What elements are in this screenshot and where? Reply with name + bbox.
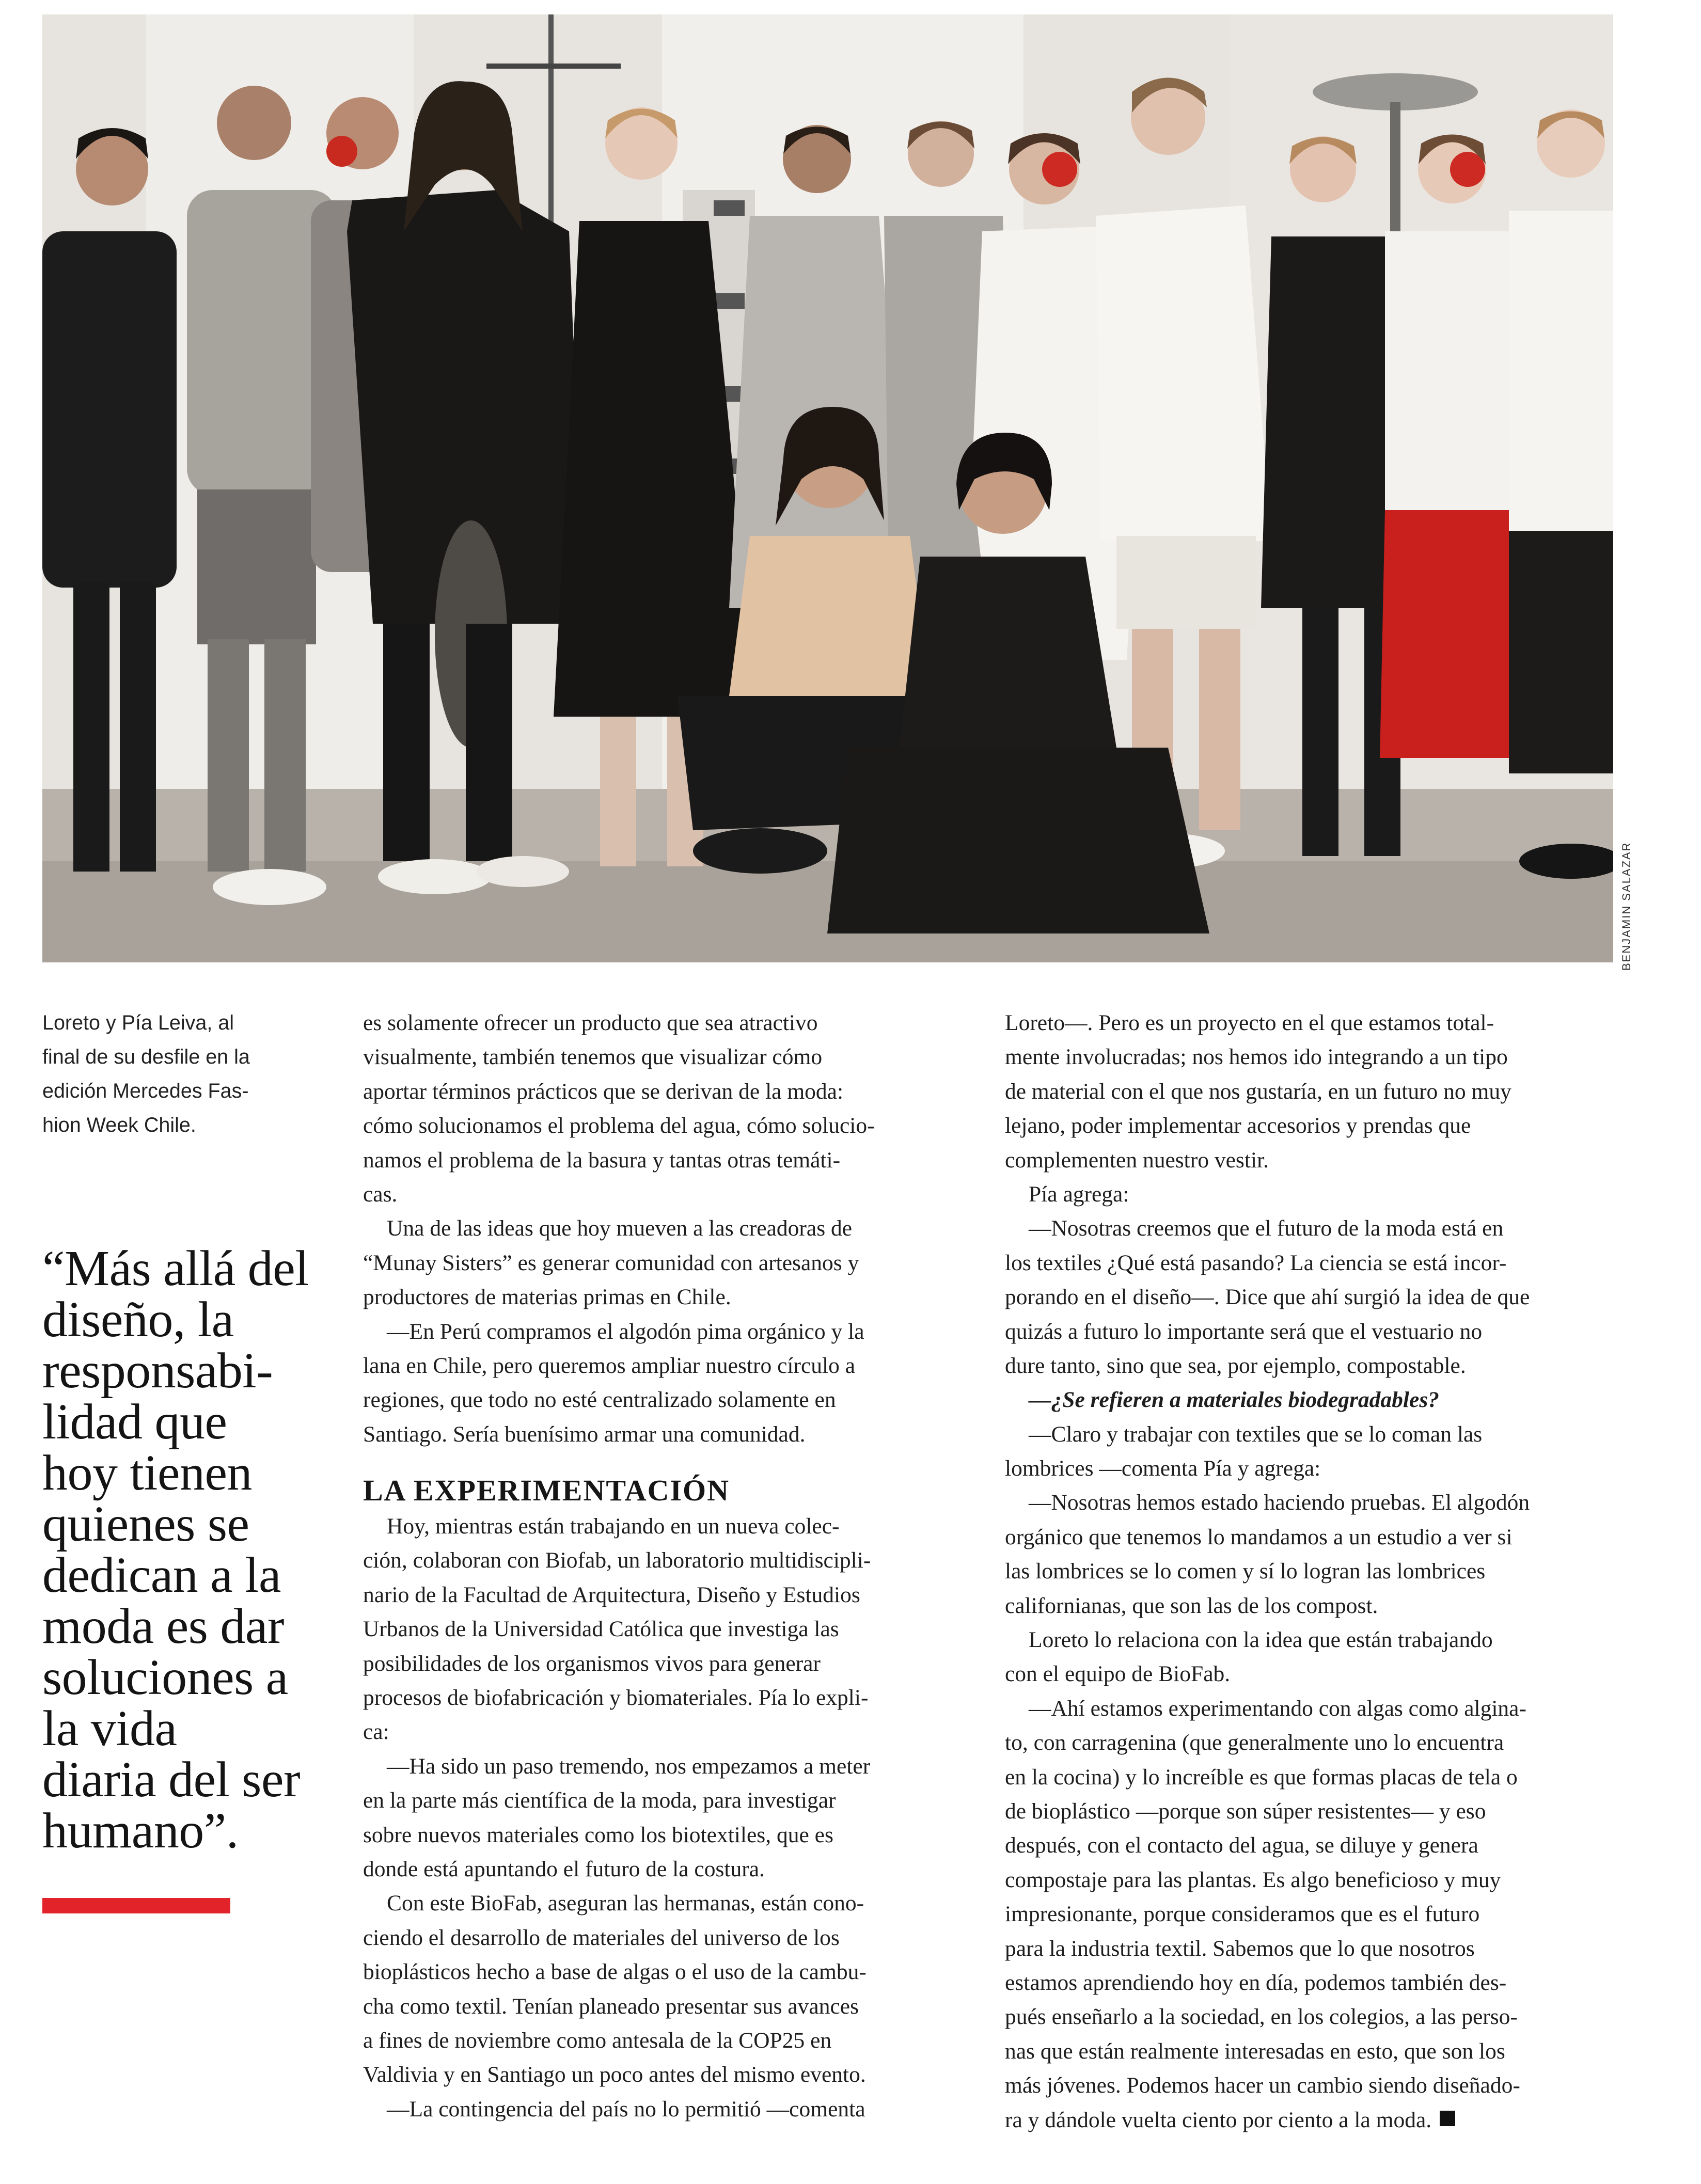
text-line: namos el problema de la basura y tantas otras temáti- bbox=[363, 1147, 841, 1173]
text-line: pués enseñarlo a la sociedad, en los colegios, a las perso- bbox=[1005, 2004, 1518, 2030]
pull-quote bbox=[42, 1243, 352, 1857]
quote-line: lidad que bbox=[42, 1394, 227, 1450]
article-column-1 bbox=[363, 1006, 978, 2126]
text-line: Hoy, mientras están trabajando en un nueva colec- bbox=[387, 1514, 840, 1539]
photo-credit: BENJAMIN SALAZAR bbox=[1620, 842, 1633, 971]
paragraph bbox=[1005, 1623, 1619, 1691]
text-line: después, con el contacto del agua, se diluye y genera bbox=[1005, 1833, 1478, 1858]
text-line: quizás a futuro lo importante será que el vestuario no bbox=[1005, 1319, 1483, 1344]
text-line: regiones, que todo no esté centralizado solamente en bbox=[363, 1387, 836, 1413]
paragraph bbox=[363, 1749, 978, 1887]
quote-line: diaria del ser bbox=[42, 1752, 301, 1808]
text-line: “Munay Sisters” es generar comunidad con artesanos y bbox=[363, 1250, 859, 1275]
last-text-line bbox=[1005, 2103, 1619, 2137]
caption-line: hion Week Chile. bbox=[42, 1114, 196, 1136]
text-line: —Ha sido un paso tremendo, nos empezamos a meter bbox=[387, 1753, 871, 1779]
paragraph bbox=[1005, 1691, 1619, 2137]
quote-line: la vida bbox=[42, 1701, 177, 1756]
text-line: porando en el diseño—. Dice que ahí surgió la idea de que bbox=[1005, 1285, 1530, 1310]
caption-line: edición Mercedes Fas- bbox=[42, 1080, 249, 1102]
text-line: Una de las ideas que hoy mueven a las creadoras de bbox=[387, 1216, 853, 1241]
text-line: ciendo el desarrollo de materiales del universo de los bbox=[363, 1925, 840, 1950]
text-line: bioplásticos hecho a base de algas o el uso de la cambu- bbox=[363, 1959, 867, 1985]
text-line: —La contingencia del país no lo permitió —comenta bbox=[387, 2096, 865, 2122]
text-line: compostaje para las plantas. Es algo beneficioso y muy bbox=[1005, 1867, 1501, 1892]
text-line: aportar términos prácticos que se derivan de la moda: bbox=[363, 1079, 844, 1104]
photo-caption bbox=[42, 1006, 301, 1142]
text-line: Loreto—. Pero es un proyecto en el que estamos total- bbox=[1005, 1010, 1494, 1035]
text-line: —Claro y trabajar con textiles que se lo coman las bbox=[1029, 1421, 1483, 1447]
text-line: ca: bbox=[363, 1719, 389, 1745]
text-line: Santiago. Sería buenísimo armar una comunidad. bbox=[363, 1421, 806, 1447]
text-line: —Nosotras creemos que el futuro de la moda está en bbox=[1029, 1216, 1504, 1241]
text-line: en la parte más científica de la moda, para investigar bbox=[363, 1788, 836, 1813]
quote-line: diseño, la bbox=[42, 1292, 234, 1348]
text-line: impresionante, porque consideramos que es el futuro bbox=[1005, 1902, 1480, 1927]
text-line: nario de la Facultad de Arquitectura, Diseño y Estudios bbox=[363, 1582, 860, 1607]
text-line: dure tanto, sino que sea, por ejemplo, compostable. bbox=[1005, 1353, 1466, 1378]
text-line: Con este BioFab, aseguran las hermanas, están cono- bbox=[387, 1891, 864, 1916]
text-line: orgánico que tenemos lo mandamos a un estudio a ver si bbox=[1005, 1524, 1513, 1549]
text-line: posibilidades de los organismos vivos para generar bbox=[363, 1651, 821, 1676]
text-line: de bioplástico —porque son súper resistentes— y eso bbox=[1005, 1798, 1486, 1824]
quote-line: humano”. bbox=[42, 1803, 239, 1859]
interview-question bbox=[1005, 1383, 1619, 1417]
text-line: Loreto lo relaciona con la idea que están trabajando bbox=[1029, 1627, 1493, 1653]
text-line: con el equipo de BioFab. bbox=[1005, 1661, 1231, 1687]
section-heading: LA EXPERIMENTACIÓN bbox=[363, 1474, 730, 1508]
question-line: —¿Se refieren a materiales biodegradables? bbox=[1029, 1387, 1440, 1413]
text-line: los textiles ¿Qué está pasando? La ciencia se está incor- bbox=[1005, 1250, 1507, 1275]
paragraph bbox=[363, 1006, 978, 1211]
paragraph bbox=[363, 1509, 978, 1749]
text-line: estamos aprendiendo hoy en día, podemos también des- bbox=[1005, 1970, 1507, 1995]
text-line: de material con el que nos gustaría, en un futuro no muy bbox=[1005, 1079, 1511, 1104]
text-line: lejano, poder implementar accesorios y prendas que bbox=[1005, 1113, 1471, 1138]
text-line: productores de materias primas en Chile. bbox=[363, 1285, 731, 1310]
quote-line: hoy tienen bbox=[42, 1445, 252, 1501]
end-of-article-mark bbox=[1440, 2111, 1455, 2126]
text-line: Pía agrega: bbox=[1029, 1181, 1129, 1207]
quote-line: moda es dar bbox=[42, 1599, 284, 1654]
text-line: cas. bbox=[363, 1181, 398, 1207]
text-line: las lombrices se lo comen y sí lo logran las lombrices bbox=[1005, 1559, 1486, 1584]
quote-line: soluciones a bbox=[42, 1650, 288, 1705]
text-line: para la industria textil. Sabemos que lo que nosotros bbox=[1005, 1936, 1475, 1961]
text-line: ción, colaboran con Biofab, un laboratorio multidiscipli- bbox=[363, 1548, 871, 1573]
text-line: en la cocina) y lo increíble es que formas placas de tela o bbox=[1005, 1764, 1518, 1790]
text-line: es solamente ofrecer un producto que sea atractivo bbox=[363, 1010, 818, 1035]
caption-line: final de su desfile en la bbox=[42, 1046, 250, 1068]
quote-line: “Más allá del bbox=[42, 1241, 309, 1296]
text-line: complementen nuestro vestir. bbox=[1005, 1147, 1269, 1173]
text-line: nas que están realmente interesadas en esto, que son los bbox=[1005, 2038, 1505, 2064]
accent-rule bbox=[42, 1898, 230, 1913]
paragraph bbox=[1005, 1177, 1619, 1211]
paragraph bbox=[363, 1315, 978, 1452]
text-line: procesos de biofabricación y biomateriales. Pía lo expli- bbox=[363, 1685, 869, 1711]
photo-illustration bbox=[42, 14, 1613, 962]
text-line: californianas, que son las de los compost. bbox=[1005, 1593, 1378, 1618]
article-column-2 bbox=[1005, 1006, 1619, 2137]
text-line: donde está apuntando el futuro de la costura. bbox=[363, 1856, 765, 1881]
text-line: cha como textil. Tenían planeado presentar sus avances bbox=[363, 1993, 859, 2019]
text-line: cómo solucionamos el problema del agua, cómo solucio- bbox=[363, 1113, 875, 1138]
paragraph bbox=[1005, 1211, 1619, 1383]
quote-line: quienes se bbox=[42, 1496, 249, 1552]
text-line: —Nosotras hemos estado haciendo pruebas. El algodón bbox=[1029, 1490, 1530, 1515]
text-line: —En Perú compramos el algodón pima orgánico y la bbox=[387, 1319, 864, 1344]
text-line: lombrices —comenta Pía y agrega: bbox=[1005, 1456, 1321, 1481]
paragraph bbox=[1005, 1417, 1619, 1486]
caption-line: Loreto y Pía Leiva, al bbox=[42, 1011, 234, 1034]
text-line: —Ahí estamos experimentando con algas como algina- bbox=[1029, 1696, 1526, 1721]
text-line: Urbanos de la Universidad Católica que investiga las bbox=[363, 1617, 839, 1642]
text-line: visualmente, también tenemos que visualizar cómo bbox=[363, 1044, 823, 1070]
quote-line: dedican a la bbox=[42, 1547, 281, 1603]
text-line: sobre nuevos materiales como los biotextiles, que es bbox=[363, 1822, 833, 1847]
text-line: lana en Chile, pero queremos ampliar nuestro círculo a bbox=[363, 1353, 856, 1378]
fashion-show-photo bbox=[42, 14, 1613, 962]
text-line: to, con carragenina (que generalmente uno lo encuentra bbox=[1005, 1730, 1504, 1755]
quote-line: responsabi- bbox=[42, 1343, 273, 1399]
text-line: Valdivia y en Santiago un poco antes del mismo evento. bbox=[363, 2062, 866, 2087]
text-line: a fines de noviembre como antesala de la COP25 en bbox=[363, 2028, 832, 2053]
paragraph bbox=[363, 1886, 978, 2092]
paragraph bbox=[363, 2092, 978, 2126]
text-line: mente involucradas; nos hemos ido integrando a un tipo bbox=[1005, 1044, 1508, 1070]
text-line: más jóvenes. Podemos hacer un cambio siendo diseñado- bbox=[1005, 2073, 1520, 2098]
paragraph bbox=[363, 1211, 978, 1314]
paragraph bbox=[1005, 1485, 1619, 1623]
paragraph bbox=[1005, 1006, 1619, 1177]
text-line-content: ra y dándole vuelta ciento por ciento a la moda. bbox=[1005, 2107, 1432, 2132]
